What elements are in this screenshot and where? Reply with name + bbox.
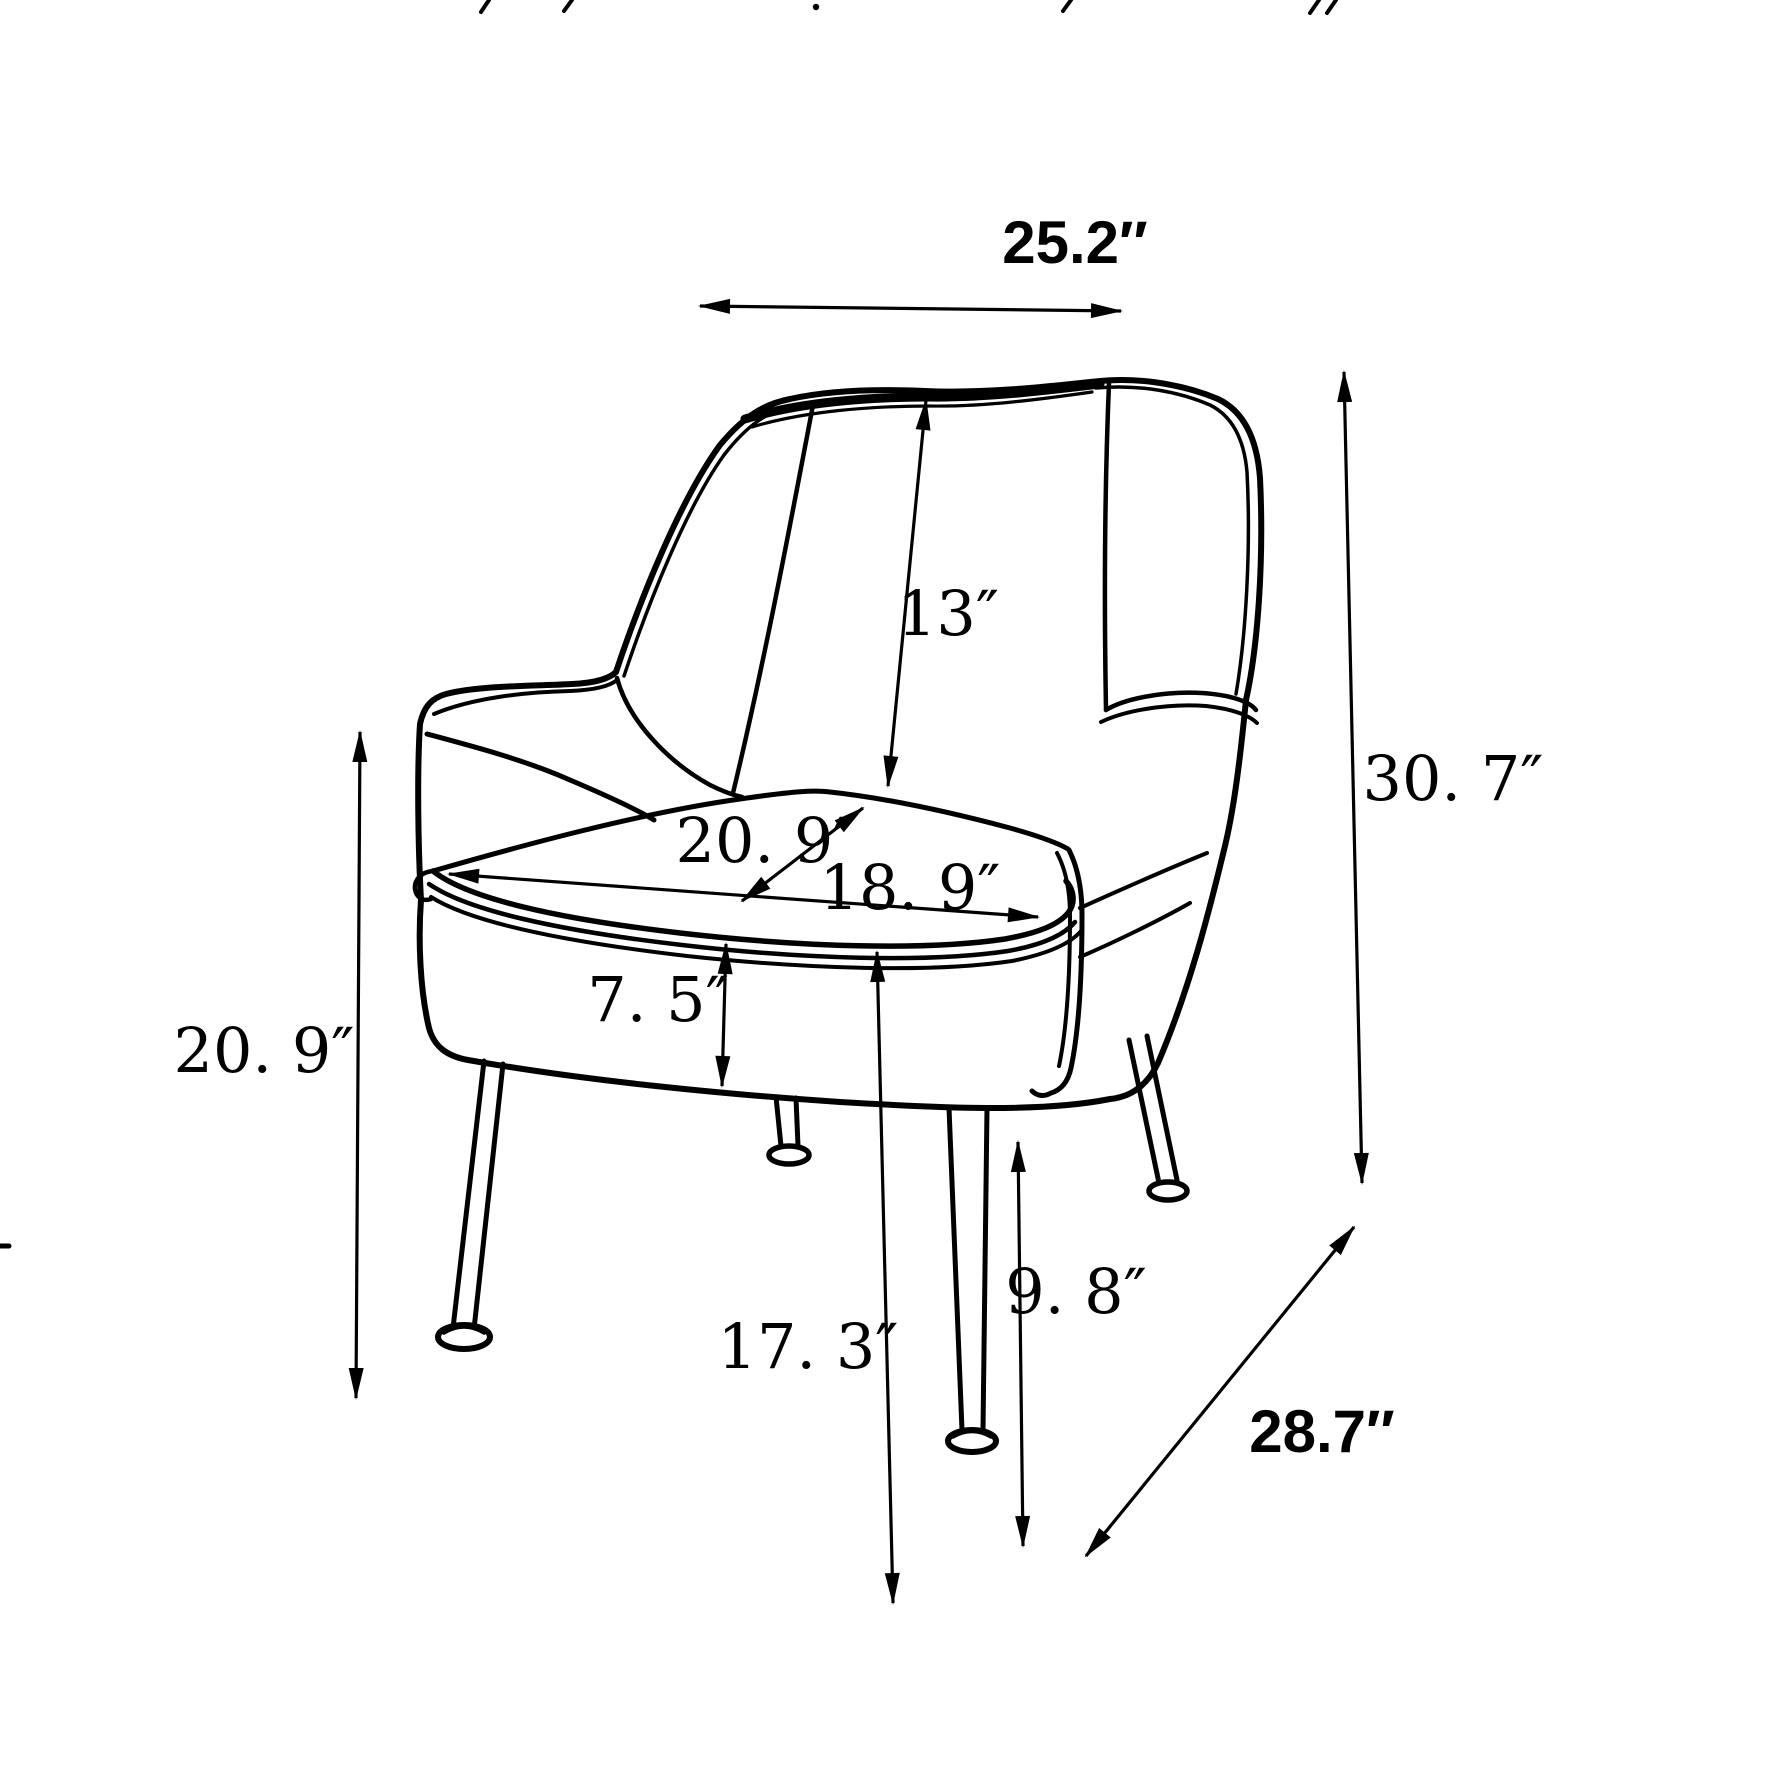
arm-height-label: 20. 9″ [173,1014,355,1087]
back-height-label: 13″ [896,577,1000,650]
seat-thickness-label: 7. 5″ [587,963,729,1036]
right-armrest-front-edge [1032,850,1082,1095]
leg-height-label: 9. 8″ [1005,1255,1147,1328]
right-armrest-top-piping-2 [1101,705,1257,723]
overall-width-arrow [700,306,1121,311]
back-right-seam [1105,383,1109,710]
right-armrest-panel-line-2 [1080,903,1190,957]
dimension-arrows [356,306,1362,1603]
overall-height-arrow [1344,372,1362,1183]
left-arm-opening-curve [427,734,654,820]
arm-height-arrow [356,732,360,1398]
overall-height-label: 30. 7″ [1362,742,1544,815]
left-back-edge-inner-line [624,406,790,676]
front-left-leg [438,1061,503,1349]
floor-to-seat-arrow [877,952,893,1603]
overall-width-label: 25.2″ [1002,209,1148,276]
seat-depth-label: 20. 9″ [675,804,857,877]
front-right-leg [948,1108,996,1452]
rear-left-leg [769,1097,809,1164]
back-left-seam [733,405,813,793]
right-armrest-panel-line-1 [1080,853,1207,908]
seat-width-label: 18. 9″ [819,851,1001,924]
overall-depth-label: 28.7″ [1249,1398,1395,1465]
back-seat-pocket-curve [617,678,742,797]
chair-outer-shell [418,380,1261,1108]
right-shoulder-inner-line [1096,387,1248,694]
floor-to-seat-label: 17. 3″ [717,1310,899,1383]
leg-height-arrow [1018,1142,1023,1546]
